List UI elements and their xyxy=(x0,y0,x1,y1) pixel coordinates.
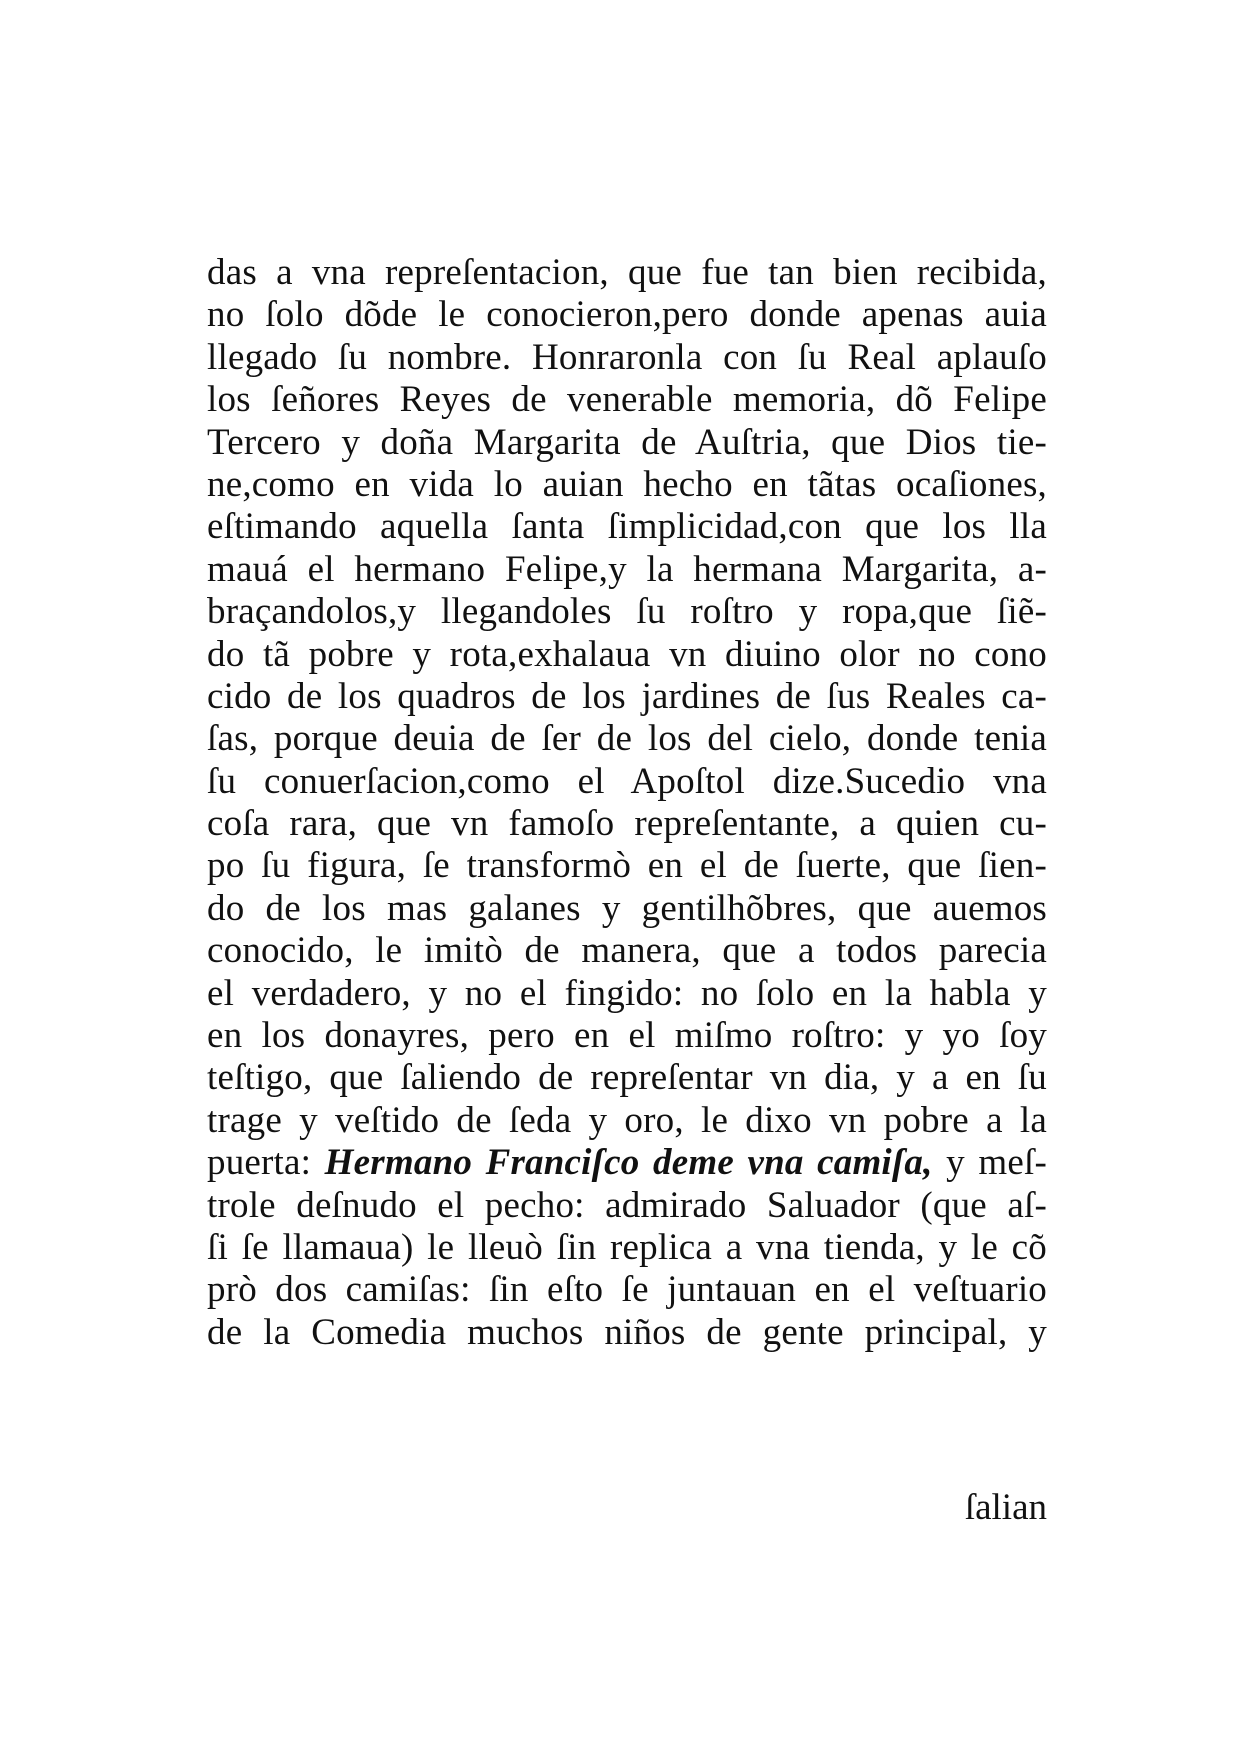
text-line-26: de la Comedia muchos niños de gente principal, y xyxy=(207,1311,1047,1353)
text-line-19: en los donayres, pero en el miſmo roſtro: y yo ſoy xyxy=(207,1015,1047,1057)
text-line-11: cido de los quadros de los jardines de ſus Reales ca- xyxy=(207,675,1047,717)
text-line-4: los ſeñores Reyes de venerable memoria, dõ Felipe xyxy=(207,379,1047,421)
text-line-2: no ſolo dõde le conocieron,pero donde apenas auia xyxy=(207,294,1047,336)
text-line-18: el verdadero, y no el fingido: no ſolo en la habla y xyxy=(207,972,1047,1014)
text-line-5: Tercero y doña Margarita de Auſtria, que Dios tie- xyxy=(207,421,1047,463)
body-text xyxy=(207,252,1047,1354)
text-line-1: das a vna repreſentacion, que fue tan bien recibida, xyxy=(207,252,1047,293)
text-line-17: conocido, le imitò de manera, que a todos parecia xyxy=(207,930,1047,972)
text-line-13: ſu conuerſacion,como el Apoſtol dize.Sucedio vna xyxy=(207,760,1047,802)
text-line-16: do de los mas galanes y gentilhõbres, que auemos xyxy=(207,887,1047,929)
text-line-20: teſtigo, que ſaliendo de repreſentar vn dia, y a en ſu xyxy=(207,1057,1047,1099)
text-line-25: prò dos camiſas: ſin eſto ſe juntauan en el veſtuario xyxy=(207,1269,1047,1311)
text-line-22 xyxy=(207,1142,1047,1184)
text-line-12: ſas, porque deuia de ſer de los del cielo, donde tenia xyxy=(207,718,1047,760)
text-line-22-tail: y meſ- xyxy=(932,1142,1047,1184)
text-line-3: llegado ſu nombre. Honraronla con ſu Real aplauſo xyxy=(207,336,1047,378)
text-line-22-italic: Hermano Franciſco deme vna camiſa, xyxy=(311,1142,933,1184)
text-line-15: po ſu figura, ſe transformò en el de ſuerte, que ſien- xyxy=(207,845,1047,887)
text-line-21: trage y veſtido de ſeda y oro, le dixo vn pobre a la xyxy=(207,1099,1047,1141)
text-line-24: ſi ſe llamaua) le lleuò ſin replica a vna tienda, y le cõ xyxy=(207,1226,1047,1268)
text-line-23: trole deſnudo el pecho: admirado Saluador (que aſ- xyxy=(207,1184,1047,1226)
text-line-14: coſa rara, que vn famoſo repreſentante, a quien cu- xyxy=(207,803,1047,845)
text-line-7: eſtimando aquella ſanta ſimplicidad,con que los lla xyxy=(207,506,1047,548)
text-line-22-lead: puerta: xyxy=(207,1142,312,1184)
text-line-6: ne,como en vida lo auian hecho en tãtas ocaſiones, xyxy=(207,463,1047,505)
text-line-10: do tã pobre y rota,exhalaua vn diuino olor no cono xyxy=(207,633,1047,675)
text-line-8: mauá el hermano Felipe,y la hermana Margarita, a- xyxy=(207,548,1047,590)
catchword: ſalian xyxy=(964,1487,1047,1528)
text-line-9: braçandolos,y llegandoles ſu roſtro y ropa,que ſiẽ- xyxy=(207,591,1047,633)
